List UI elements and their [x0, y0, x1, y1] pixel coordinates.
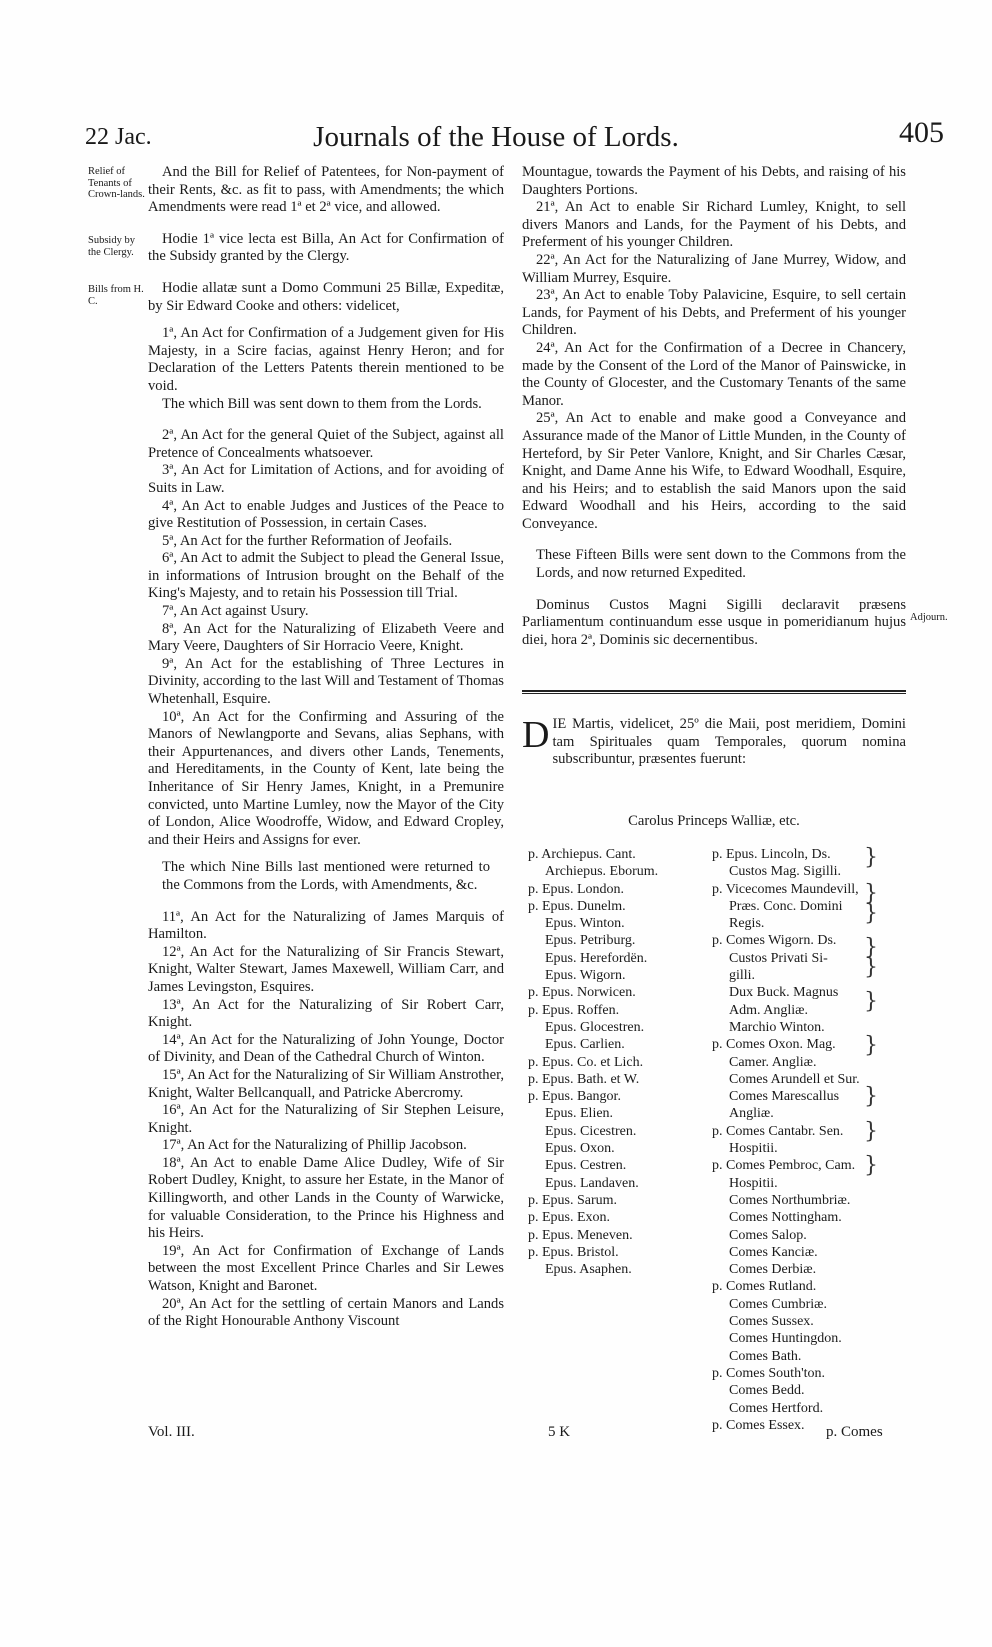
- running-head-left: 22 Jac.: [85, 124, 152, 150]
- lord-name: p. Epus. Bath. et W.: [528, 1071, 640, 1087]
- bill-item-continued: Mountague, towards the Payment of his Debts, and raising of his Daughters Portions.: [522, 164, 906, 198]
- lord-name: Custos Mag. Sigilli.: [729, 864, 842, 880]
- lord-name: Angliæ.: [729, 1106, 774, 1122]
- lords-list-left: [528, 846, 658, 1278]
- lord-name: Comes Sussex.: [729, 1314, 814, 1330]
- bill-note: These Fifteen Bills were sent down to the Commons from the Lords, and now returned Expedited.: [536, 547, 906, 582]
- lord-name: gilli.: [729, 968, 756, 984]
- bill-item: 17ª, An Act for the Naturalizing of Phillip Jacobson.: [162, 1137, 467, 1154]
- lord-name: p. Epus. Dunelm.: [528, 898, 626, 914]
- lord-name: p. Epus. Co. et Lich.: [528, 1054, 644, 1070]
- lord-name: p. Vicecomes Maundevill,: [712, 881, 859, 897]
- bill-item: 8ª, An Act for the Naturalizing of Elizabeth Veere and Mary Veere, Daughters of Sir Horracio Veere, Knight.: [148, 620, 504, 655]
- bill-item: 12ª, An Act for the Naturalizing of Sir Francis Stewart, Knight, Walter Stewart, James Maxewell, William Carr, and James Levingston, Esquires.: [148, 943, 504, 995]
- lord-name: Comes Hertford.: [729, 1400, 824, 1416]
- lord-name: Hospitii.: [729, 1175, 778, 1191]
- paragraph: And the Bill for Relief of Patentees, for Non-payment of their Rents, &c. as fit to pass, with Amendments; the which Amendments were read 1ª et 2ª vice, and allowed.: [148, 164, 504, 216]
- right-column: [522, 164, 906, 649]
- lord-name: p. Archiepus. Cant.: [528, 847, 636, 862]
- bill-item: 16ª, An Act for the Naturalizing of Sir Stephen Leisure, Knight.: [148, 1102, 504, 1136]
- lord-name: p. Comes Essex.: [712, 1417, 805, 1433]
- lord-name: Comes Salop.: [729, 1227, 807, 1243]
- lord-name: Custos Privati Si-: [729, 950, 828, 966]
- bill-item: 23ª, An Act to enable Toby Palavicine, Esquire, to sell certain Lands, for Payment of his Debts, and Preferment of his younger Children.: [522, 287, 906, 339]
- lord-name: p. Comes South'ton.: [712, 1365, 825, 1381]
- lord-name: p. Comes Rutland.: [712, 1279, 817, 1295]
- brace: }: [864, 901, 878, 926]
- signature-mark: 5 K: [548, 1424, 571, 1440]
- lord-name: Regis.: [729, 916, 765, 932]
- bill-item: 10ª, An Act for the Confirming and Assuring of the Manors of Newlangporte and Sevans, alias Sephans, with their Appurtenances, and divers other Lands, Tenements, and Hereditaments, in the County of Kent, late being the Inheritance of Sir Henry James, Knight, in a Premunire convicted, unto Martine Lumley, now the Mayor of the City of London, Alice Woodroffe, Widow, and Edward Cropley, and their Heirs and Assigns for ever.: [148, 708, 504, 848]
- lord-name: Epus. Petriburg.: [545, 933, 636, 949]
- prince-line: Carolus Princeps Walliæ, etc.: [628, 813, 800, 829]
- lord-name: p. Comes Pembroc, Cam.: [712, 1158, 856, 1174]
- bill-item: 13ª, An Act for the Naturalizing of Sir Robert Carr, Knight.: [148, 996, 504, 1031]
- bill-item: 21ª, An Act to enable Sir Richard Lumley, Knight, to sell divers Manors and Lands, for the Payment of his Debts, and Preferment of his younger Children.: [522, 199, 906, 251]
- margin-note-adjourn: Adjourn.: [910, 612, 948, 623]
- brace: }: [864, 1119, 878, 1144]
- bill-item: 19ª, An Act for Confirmation of Exchange of Lands between the most Excellent Prince Charles and Sir Lewes Watson, Knight and Baronet.: [148, 1242, 504, 1295]
- bill-note: The which Bill was sent down to them from the Lords.: [162, 395, 482, 412]
- volume-label: Vol. III.: [148, 1424, 195, 1440]
- lord-name: Comes Bath.: [729, 1348, 802, 1364]
- drop-cap: D: [522, 714, 550, 756]
- lord-name: Epus. Landaven.: [545, 1175, 639, 1191]
- lord-name: Comes Nottingham.: [729, 1210, 842, 1226]
- paragraph: Hodie 1ª vice lecta est Billa, An Act for Confirmation of the Subsidy granted by the Clergy.: [148, 230, 504, 265]
- brace: }: [864, 1084, 878, 1109]
- lord-name: Comes Marescallus: [729, 1089, 840, 1105]
- margin-note-bills: Bills from H. C.: [88, 284, 144, 307]
- brace: }: [864, 1153, 878, 1178]
- lord-name: Marchio Winton.: [729, 1019, 825, 1035]
- brace: }: [864, 989, 878, 1014]
- lord-name: Epus. Cicestren.: [545, 1123, 637, 1139]
- lord-name: p. Epus. Norwicen.: [528, 985, 636, 1001]
- lord-name: Dux Buck. Magnus: [729, 985, 839, 1001]
- lord-name: Epus. Carlien.: [545, 1037, 625, 1053]
- brace: }: [864, 1033, 878, 1058]
- lord-name: Epus. Oxon.: [545, 1141, 615, 1157]
- lord-name: p. Epus. London.: [528, 881, 625, 897]
- lord-name: Comes Huntingdon.: [729, 1331, 842, 1347]
- bill-item: 2ª, An Act for the general Quiet of the Subject, against all Pretence of Concealments whatsoever.: [148, 427, 504, 461]
- lord-name: Epus. Wigorn.: [545, 968, 626, 984]
- catchword: p. Comes: [826, 1424, 883, 1440]
- paragraph: Hodie allatæ sunt a Domo Communi 25 Billæ, Expeditæ, by Sir Edward Cooke and others: videlicet,: [148, 279, 504, 314]
- lord-name: Adm. Angliæ.: [729, 1002, 808, 1018]
- bill-item: 7ª, An Act against Usury.: [162, 603, 309, 620]
- lord-name: p. Epus. Lincoln, Ds.: [712, 847, 831, 862]
- lord-name: p. Epus. Bristol.: [528, 1244, 619, 1260]
- lord-name: Præs. Conc. Domini: [729, 898, 843, 914]
- sitting-heading: [522, 716, 906, 769]
- lord-name: Comes Derbiæ.: [729, 1262, 817, 1278]
- bill-item: 3ª, An Act for Limitation of Actions, and for avoiding of Suits in Law.: [148, 462, 504, 496]
- lord-name: p. Epus. Bangor.: [528, 1089, 621, 1105]
- lord-name: p. Comes Cantabr. Sen.: [712, 1123, 844, 1139]
- bill-item: 6ª, An Act to admit the Subject to plead the General Issue, in informations of Intrusion brought on the Behalf of the King's Majesty, and to retain his Possession till Trial.: [148, 550, 504, 602]
- bill-item: 5ª, An Act for the further Reformation of Jeofails.: [162, 532, 453, 549]
- lord-name: Hospitii.: [729, 1141, 778, 1157]
- bill-item: 1ª, An Act for Confirmation of a Judgement given for His Majesty, in a Scire facias, against Henry Heron; and for Declaration of the Letters Patents therein mentioned to be void.: [148, 325, 504, 394]
- bill-item: 15ª, An Act for the Naturalizing of Sir William Anstrother, Knight, Walter Bellcanquall, and Patricke Abercromy.: [148, 1066, 504, 1101]
- adjournment-paragraph: Dominus Custos Magni Sigilli declaravit præsens Parliamentum continuandum esse usque in pomeridianum hujus diei, hora 2ª, Dominis sic decernentibus.: [522, 596, 906, 648]
- brace: }: [864, 955, 878, 980]
- lord-name: Epus. Asaphen.: [545, 1262, 632, 1278]
- lord-name: p. Epus. Sarum.: [528, 1192, 618, 1208]
- lord-name: Comes Bedd.: [729, 1383, 805, 1399]
- page-title: Journals of the House of Lords.: [313, 121, 679, 153]
- lord-name: p. Epus. Roffen.: [528, 1002, 620, 1018]
- lord-name: Epus. Winton.: [545, 916, 625, 932]
- sitting-text: IE Martis, videlicet, 25º die Maii, post meridiem, Domini tam Spirituales quam Temporales, quorum nomina subscribuntur, præsentes fuerunt:: [552, 716, 906, 768]
- bill-item: 4ª, An Act to enable Judges and Justices of the Peace to give Restitution of Possession, in certain Cases.: [148, 497, 504, 532]
- margin-note-relief: Relief of Tenants of Crown-lands.: [88, 166, 145, 200]
- left-column: [148, 164, 504, 1331]
- bill-item: 22ª, An Act for the Naturalizing of Jane Murrey, Widow, and William Murrey, Esquire.: [522, 251, 906, 286]
- bill-note: The which Nine Bills last mentioned were returned to the Commons from the Lords, with Amendments, &c.: [162, 859, 490, 893]
- lord-name: Epus. Cestren.: [545, 1158, 627, 1174]
- bill-item: 20ª, An Act for the settling of certain Manors and Lands of the Right Honourable Anthony Viscount: [148, 1295, 504, 1330]
- lord-name: Comes Northumbriæ.: [729, 1192, 851, 1208]
- section-rule: [522, 690, 906, 692]
- bill-item: 25ª, An Act to enable and make good a Conveyance and Assurance made of the Manor of Little Munden, in the County of Herteford, by Sir Peter Vanlore, Knight, and Sir Charles Cæsar, Knight, and Dame Anne his Wife, to Edward Woodhall, Esquire, and his Heirs; and to establish the said Manors upon the said Edward Woodhall and his Heirs, according to the said Conveyance.: [522, 410, 906, 532]
- lord-name: Camer. Angliæ.: [729, 1054, 817, 1070]
- lord-name: Epus. Elien.: [545, 1106, 614, 1122]
- lord-name: Comes Arundell et Sur.: [729, 1071, 860, 1087]
- lord-name: Archiepus. Eborum.: [545, 864, 659, 880]
- lord-name: p. Comes Oxon. Mag.: [712, 1037, 836, 1053]
- lord-name: Comes Kanciæ.: [729, 1244, 818, 1260]
- section-rule-thin: [522, 693, 906, 694]
- brace: }: [864, 881, 878, 906]
- bill-item: 24ª, An Act for the Confirmation of a Decree in Chancery, made by the Consent of the Lord of the Manor of Painswicke, in the County of Glocester, and the Customary Tenants of the same Manor.: [522, 339, 906, 409]
- lord-name: Comes Cumbriæ.: [729, 1296, 828, 1312]
- brace: }: [864, 845, 878, 870]
- lord-name: Epus. Glocestren.: [545, 1019, 645, 1035]
- lord-name: p. Epus. Exon.: [528, 1210, 611, 1226]
- lord-name: p. Comes Wigorn. Ds.: [712, 933, 837, 949]
- brace: }: [864, 935, 878, 960]
- lord-name: Epus. Herefordën.: [545, 950, 648, 966]
- lords-list-right: [712, 846, 860, 1434]
- page-number: 405: [899, 116, 944, 149]
- bill-item: 11ª, An Act for the Naturalizing of James Marquis of Hamilton.: [148, 908, 504, 943]
- bill-item: 18ª, An Act to enable Dame Alice Dudley, Wife of Sir Robert Dudley, Knight, to assure her Estate, in the Manor of Killingworth, and other Lands in the County of Warwicke, for valuable Consideration, to the Prince his Highness and his Heirs.: [148, 1154, 504, 1242]
- margin-note-subsidy: Subsidy by the Clergy.: [88, 235, 135, 258]
- bill-item: 14ª, An Act for the Naturalizing of John Younge, Doctor of Divinity, and Dean of the Cathedral Church of Winton.: [148, 1031, 504, 1066]
- lord-name: p. Epus. Meneven.: [528, 1227, 633, 1243]
- bill-item: 9ª, An Act for the establishing of Three Lectures in Divinity, according to the last Will and Testament of Thomas Whetenhall, Esquire.: [148, 655, 504, 708]
